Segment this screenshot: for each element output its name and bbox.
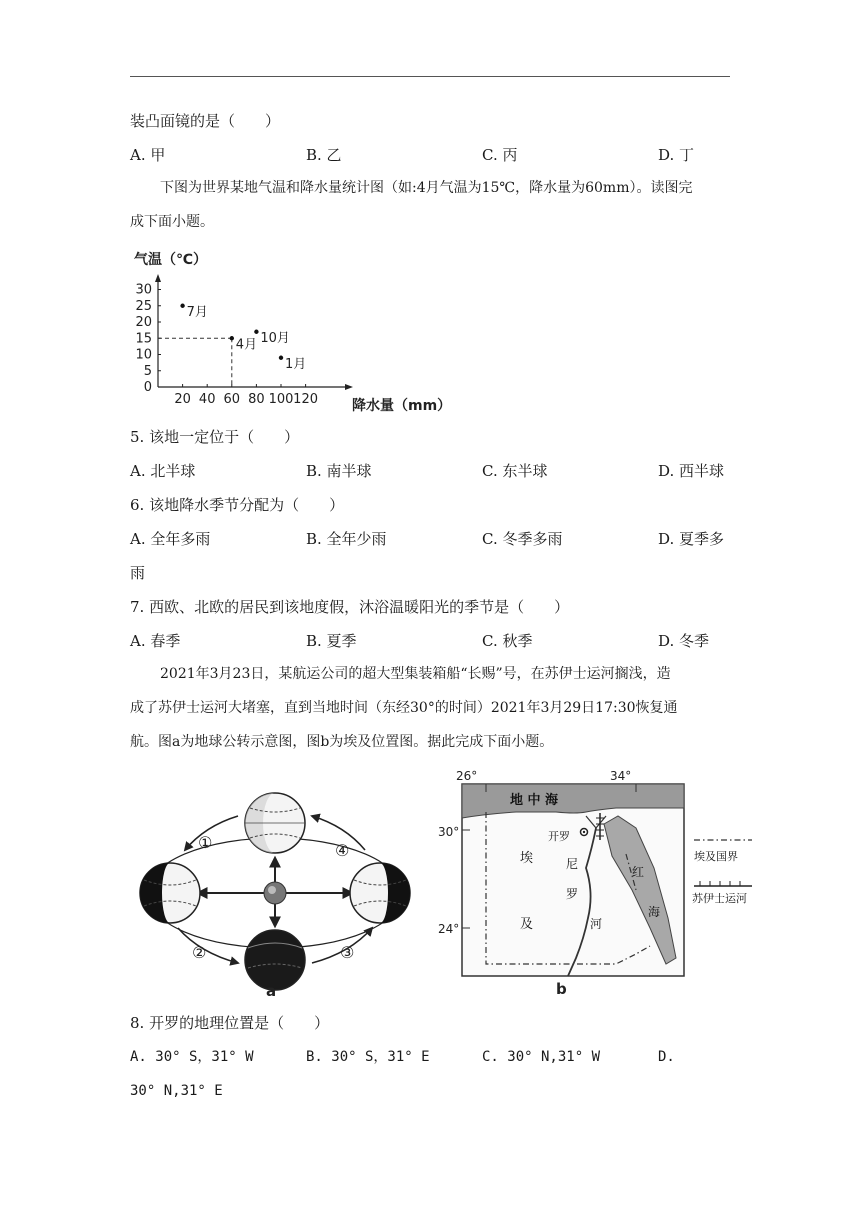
arrow-label-3: ③ [340,943,355,962]
earth-bottom-icon [245,930,305,990]
intro1-line2: 成下面小题。 [130,214,214,230]
point-label: 4月 [235,337,258,353]
q6-stem: 6. 该地降水季节分配为（ ） [130,496,345,514]
data-point [230,336,234,340]
data-point [279,356,283,360]
nile-label-2: 罗 [566,887,579,901]
red-sea-label-1: 红 [632,865,645,879]
x-tick-label: 80 [248,392,265,407]
chart-xlabel: 降水量（mm） [352,398,452,414]
earth-top-icon [245,793,305,853]
q8-option-d-wrap: 30° N,31° E [130,1083,223,1099]
q5-option-a: A. 北半球 [130,462,196,480]
q4-option-c: C. 丙 [482,146,518,164]
q7-option-a: A. 春季 [130,632,181,650]
intro1-line1: 下图为世界某地气温和降水量统计图（如:4月气温为15℃，降水量为60mm）。读图完 [160,180,693,196]
data-point [254,330,258,334]
y-tick-label: 20 [135,315,152,330]
data-point [180,304,184,308]
x-tick-label: 20 [174,392,191,407]
q7-stem: 7. 西欧、北欧的居民到该地度假，沐浴温暖阳光的季节是（ ） [130,598,570,616]
q8-option-b: B. 30° S，31° E [306,1049,430,1065]
nile-label-1: 尼 [566,857,579,871]
q4-option-a: A. 甲 [130,146,166,164]
point-label: 1月 [285,356,307,372]
red-sea-label-2: 海 [648,905,661,919]
q7-option-d: D. 冬季 [658,632,710,650]
lon-26: 26° [456,769,478,783]
y-tick-label: 10 [135,347,152,363]
q5-option-c: C. 东半球 [482,462,548,480]
q4-option-d: D. 丁 [658,146,695,164]
q8-stem: 8. 开罗的地理位置是（ ） [130,1014,330,1032]
figure-b-egypt-map [436,768,760,998]
q5-option-b: B. 南半球 [306,462,372,480]
q6-option-d-wrap: 雨 [130,564,146,582]
q5-option-d: D. 西半球 [658,462,725,480]
sun-highlight [268,886,276,894]
nile-label-3: 河 [590,917,603,931]
intro2-line2: 成了苏伊士运河大堵塞，直到当地时间（东经30°的时间）2021年3月29日17:30恢复通 [130,700,678,716]
sea-med-label: 地 中 海 [510,793,559,808]
arrow-label-4: ④ [335,841,350,860]
q6-option-a: A. 全年多雨 [130,530,211,548]
figure-a-orbit [130,768,420,998]
intro2-line1: 2021年3月23日，某航运公司的超大型集装箱船“长赐”号，在苏伊士运河搁浅，造 [160,666,671,682]
cairo-dot [583,831,585,833]
egypt-label-1: 埃 [520,851,534,866]
figure-b-label: b [556,980,567,998]
q8-option-d: D. [658,1049,675,1065]
q4-option-b: B. 乙 [306,146,342,164]
q8-option-a: A. 30° S，31° W [130,1049,254,1065]
lat-30: 30° [438,825,460,839]
y-tick-label: 15 [135,331,152,347]
x-tick-label: 60 [223,392,241,407]
x-tick-label: 100 [268,392,294,407]
egypt-label-2: 及 [520,917,534,932]
chart-ylabel: 气温（℃） [134,252,207,268]
y-tick-label: 5 [143,363,152,379]
lon-34: 34° [610,769,632,783]
q5-stem: 5. 该地一定位于（ ） [130,428,300,446]
lat-24: 24° [438,922,460,936]
point-label: 10月 [260,330,290,346]
y-tick-label: 25 [135,298,152,314]
y-tick-label: 30 [135,282,152,298]
arrow-label-1: ① [198,833,213,852]
x-tick-label: 120 [293,392,319,407]
point-label: 7月 [186,304,208,320]
chart-x-axis-arrow [345,384,353,390]
q4-stem: 装凸面镜的是（ ） [130,112,281,130]
cairo-label: 开罗 [548,830,570,843]
y-tick-label: 0 [143,380,152,395]
figure-a-label: a [266,982,277,998]
q7-option-b: B. 夏季 [306,632,357,650]
q6-option-b: B. 全年少雨 [306,530,387,548]
header-rule [130,76,730,77]
earth-right-icon [350,863,410,923]
legend-canal-symbol [694,881,752,886]
x-tick-label: 40 [198,392,216,407]
q8-option-c: C. 30° N,31° W [482,1049,601,1065]
climate-scatter-chart [126,244,456,420]
sun-icon [264,882,286,904]
arrow-label-2: ② [192,943,207,962]
chart-y-axis-arrow [155,274,161,282]
legend-border-label: 埃及国界 [694,850,738,863]
earth-left-icon [140,863,200,923]
q7-option-c: C. 秋季 [482,632,533,650]
q6-option-c: C. 冬季多雨 [482,530,563,548]
legend-canal-label: 苏伊士运河 [692,892,747,905]
q6-option-d: D. 夏季多 [658,530,725,548]
intro2-line3: 航。图a为地球公转示意图，图b为埃及位置图。据此完成下面小题。 [130,734,554,750]
